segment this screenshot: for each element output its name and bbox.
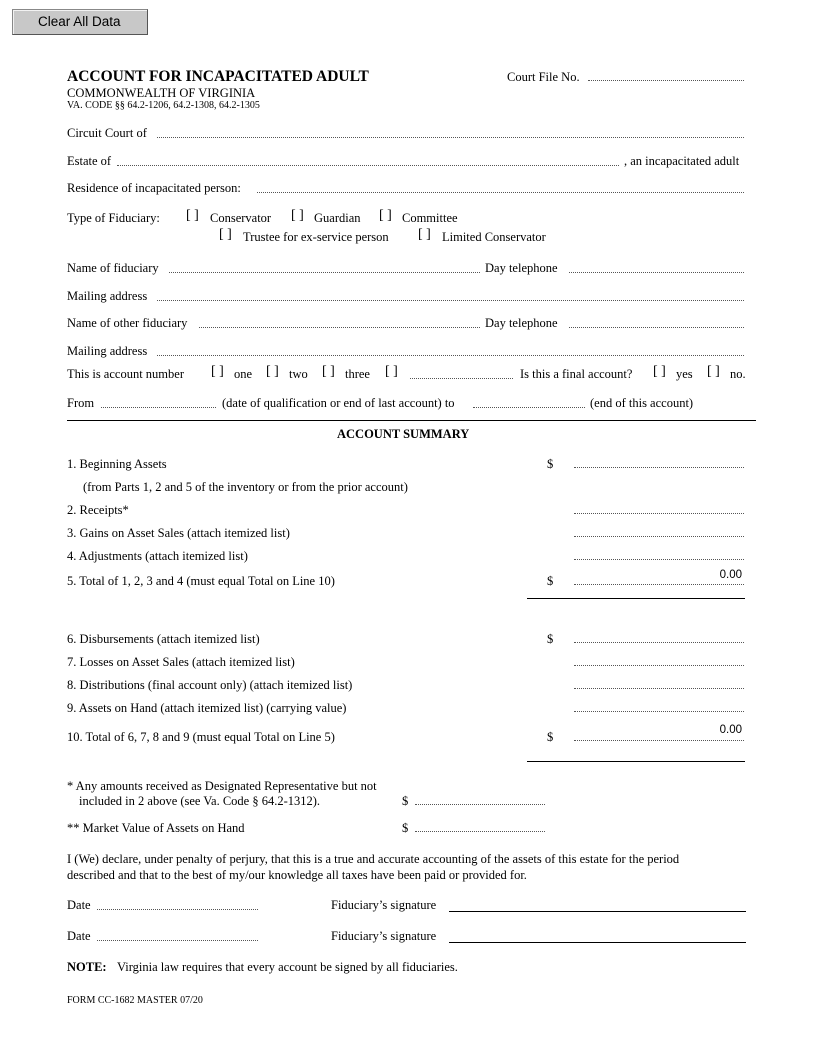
account-three-checkbox[interactable]: [ ] [322,364,335,379]
line-6-currency: $ [547,632,554,646]
line-8-field[interactable] [574,688,744,689]
line-9-label: 9. Assets on Hand (attach itemized list) (carrying value) [67,701,347,715]
fiduciary-type-label: Type of Fiduciary: [67,211,160,225]
from-date-field[interactable] [101,407,216,408]
signature-label-1: Fiduciary’s signature [331,898,437,912]
line-3-field[interactable] [574,536,744,537]
line-2-label: 2. Receipts* [67,503,129,517]
line-10-total[interactable]: 0.00 [719,724,742,736]
market-value-field[interactable] [415,831,545,832]
to-date-field[interactable] [473,407,585,408]
line-4-field[interactable] [574,559,744,560]
estate-label: Estate of [67,154,112,168]
account-number-label: This is account number [67,367,184,381]
line-7-label: 7. Losses on Asset Sales (attach itemized list) [67,655,295,669]
date-label-2: Date [67,929,91,943]
line-7-field[interactable] [574,665,744,666]
line-2-field[interactable] [574,513,744,514]
line-1-currency: $ [547,457,554,471]
line-5-label: 5. Total of 1, 2, 3 and 4 (must equal Total on Line 10) [67,574,335,588]
mailing-address-field-2[interactable] [157,355,744,356]
account-one-checkbox[interactable]: [ ] [211,364,224,379]
day-telephone-label-2: Day telephone [485,316,558,330]
market-value-label: ** Market Value of Assets on Hand [67,821,245,835]
line-1-note: (from Parts 1, 2 and 5 of the inventory or from the prior account) [83,480,408,494]
form-title: ACCOUNT FOR INCAPACITATED ADULT [67,68,369,85]
line-1-label: 1. Beginning Assets [67,457,167,471]
account-two-checkbox[interactable]: [ ] [266,364,279,379]
account-one-label: one [234,367,253,381]
end-account-label: (end of this account) [590,396,694,410]
final-yes-checkbox[interactable]: [ ] [653,364,666,379]
day-telephone-label: Day telephone [485,261,558,275]
market-value-currency: $ [402,821,409,835]
name-fiduciary-field[interactable] [169,272,480,273]
line-5-total[interactable]: 0.00 [719,569,742,581]
declaration-line-1: I (We) declare, under penalty of perjury, that this is a true and accurate accounting of the assets of this estate for the period [67,852,680,866]
line-8-label: 8. Distributions (final account only) (attach itemized list) [67,678,353,692]
line-10-rule [527,761,745,762]
form-subtitle: COMMONWEALTH OF VIRGINIA [67,86,256,100]
section-divider [67,420,756,421]
limited-conservator-label: Limited Conservator [442,230,546,244]
designated-currency: $ [402,794,409,808]
designated-field[interactable] [415,804,545,805]
day-telephone-field[interactable] [569,272,744,273]
final-no-checkbox[interactable]: [ ] [707,364,720,379]
committee-checkbox[interactable]: [ ] [379,208,392,223]
line-3-label: 3. Gains on Asset Sales (attach itemized list) [67,526,290,540]
date-field-2[interactable] [97,940,258,941]
from-label: From [67,396,95,410]
note-label: NOTE: [67,960,107,974]
line-5-currency: $ [547,574,554,588]
line-10-label: 10. Total of 6, 7, 8 and 9 (must equal Total on Line 5) [67,730,335,744]
designated-note-2: included in 2 above (see Va. Code § 64.2-1312). [79,794,321,808]
line-10-currency: $ [547,730,554,744]
account-two-label: two [289,367,308,381]
name-other-fiduciary-field[interactable] [199,327,480,328]
guardian-label: Guardian [314,211,361,225]
court-file-label: Court File No. [507,70,580,84]
form-id: FORM CC-1682 MASTER 07/20 [67,995,203,1006]
note-text: Virginia law requires that every account be signed by all fiduciaries. [117,960,458,974]
declaration-line-2: described and that to the best of my/our knowledge all taxes have been paid or provided for. [67,868,527,882]
residence-label: Residence of incapacitated person: [67,181,241,195]
mailing-address-label: Mailing address [67,289,148,303]
date-label-1: Date [67,898,91,912]
final-yes-label: yes [676,367,693,381]
mailing-address-field[interactable] [157,300,744,301]
line-5-field[interactable] [574,584,744,585]
date-qualification-label: (date of qualification or end of last account) to [222,396,455,410]
summary-heading: ACCOUNT SUMMARY [337,427,470,441]
trustee-checkbox[interactable]: [ ] [219,227,232,242]
estate-field[interactable] [117,165,619,166]
name-other-fiduciary-label: Name of other fiduciary [67,316,188,330]
account-other-checkbox[interactable]: [ ] [385,364,398,379]
account-other-field[interactable] [410,378,513,379]
mailing-address-label-2: Mailing address [67,344,148,358]
designated-note-1: * Any amounts received as Designated Representative but not [67,779,377,793]
committee-label: Committee [402,211,458,225]
name-fiduciary-label: Name of fiduciary [67,261,159,275]
circuit-court-field[interactable] [157,137,744,138]
residence-field[interactable] [257,192,744,193]
line-6-label: 6. Disbursements (attach itemized list) [67,632,260,646]
line-10-field[interactable] [574,740,744,741]
guardian-checkbox[interactable]: [ ] [291,208,304,223]
line-5-rule [527,598,745,599]
estate-suffix: , an incapacitated adult [624,154,740,168]
va-code: VA. CODE §§ 64.2-1206, 64.2-1308, 64.2-1305 [67,100,260,111]
final-account-label: Is this a final account? [520,367,633,381]
signature-line-1[interactable] [449,911,746,912]
conservator-checkbox[interactable]: [ ] [186,208,199,223]
date-field-1[interactable] [97,909,258,910]
account-three-label: three [345,367,370,381]
line-6-field[interactable] [574,642,744,643]
line-1-field[interactable] [574,467,744,468]
circuit-court-label: Circuit Court of [67,126,147,140]
line-9-field[interactable] [574,711,744,712]
trustee-label: Trustee for ex-service person [243,230,389,244]
court-file-field[interactable] [588,80,744,81]
day-telephone-field-2[interactable] [569,327,744,328]
conservator-label: Conservator [210,211,272,225]
limited-conservator-checkbox[interactable]: [ ] [418,227,431,242]
clear-all-data-button[interactable]: Clear All Data [12,9,148,35]
final-no-label: no. [730,367,746,381]
signature-label-2: Fiduciary’s signature [331,929,437,943]
signature-line-2[interactable] [449,942,746,943]
line-4-label: 4. Adjustments (attach itemized list) [67,549,248,563]
